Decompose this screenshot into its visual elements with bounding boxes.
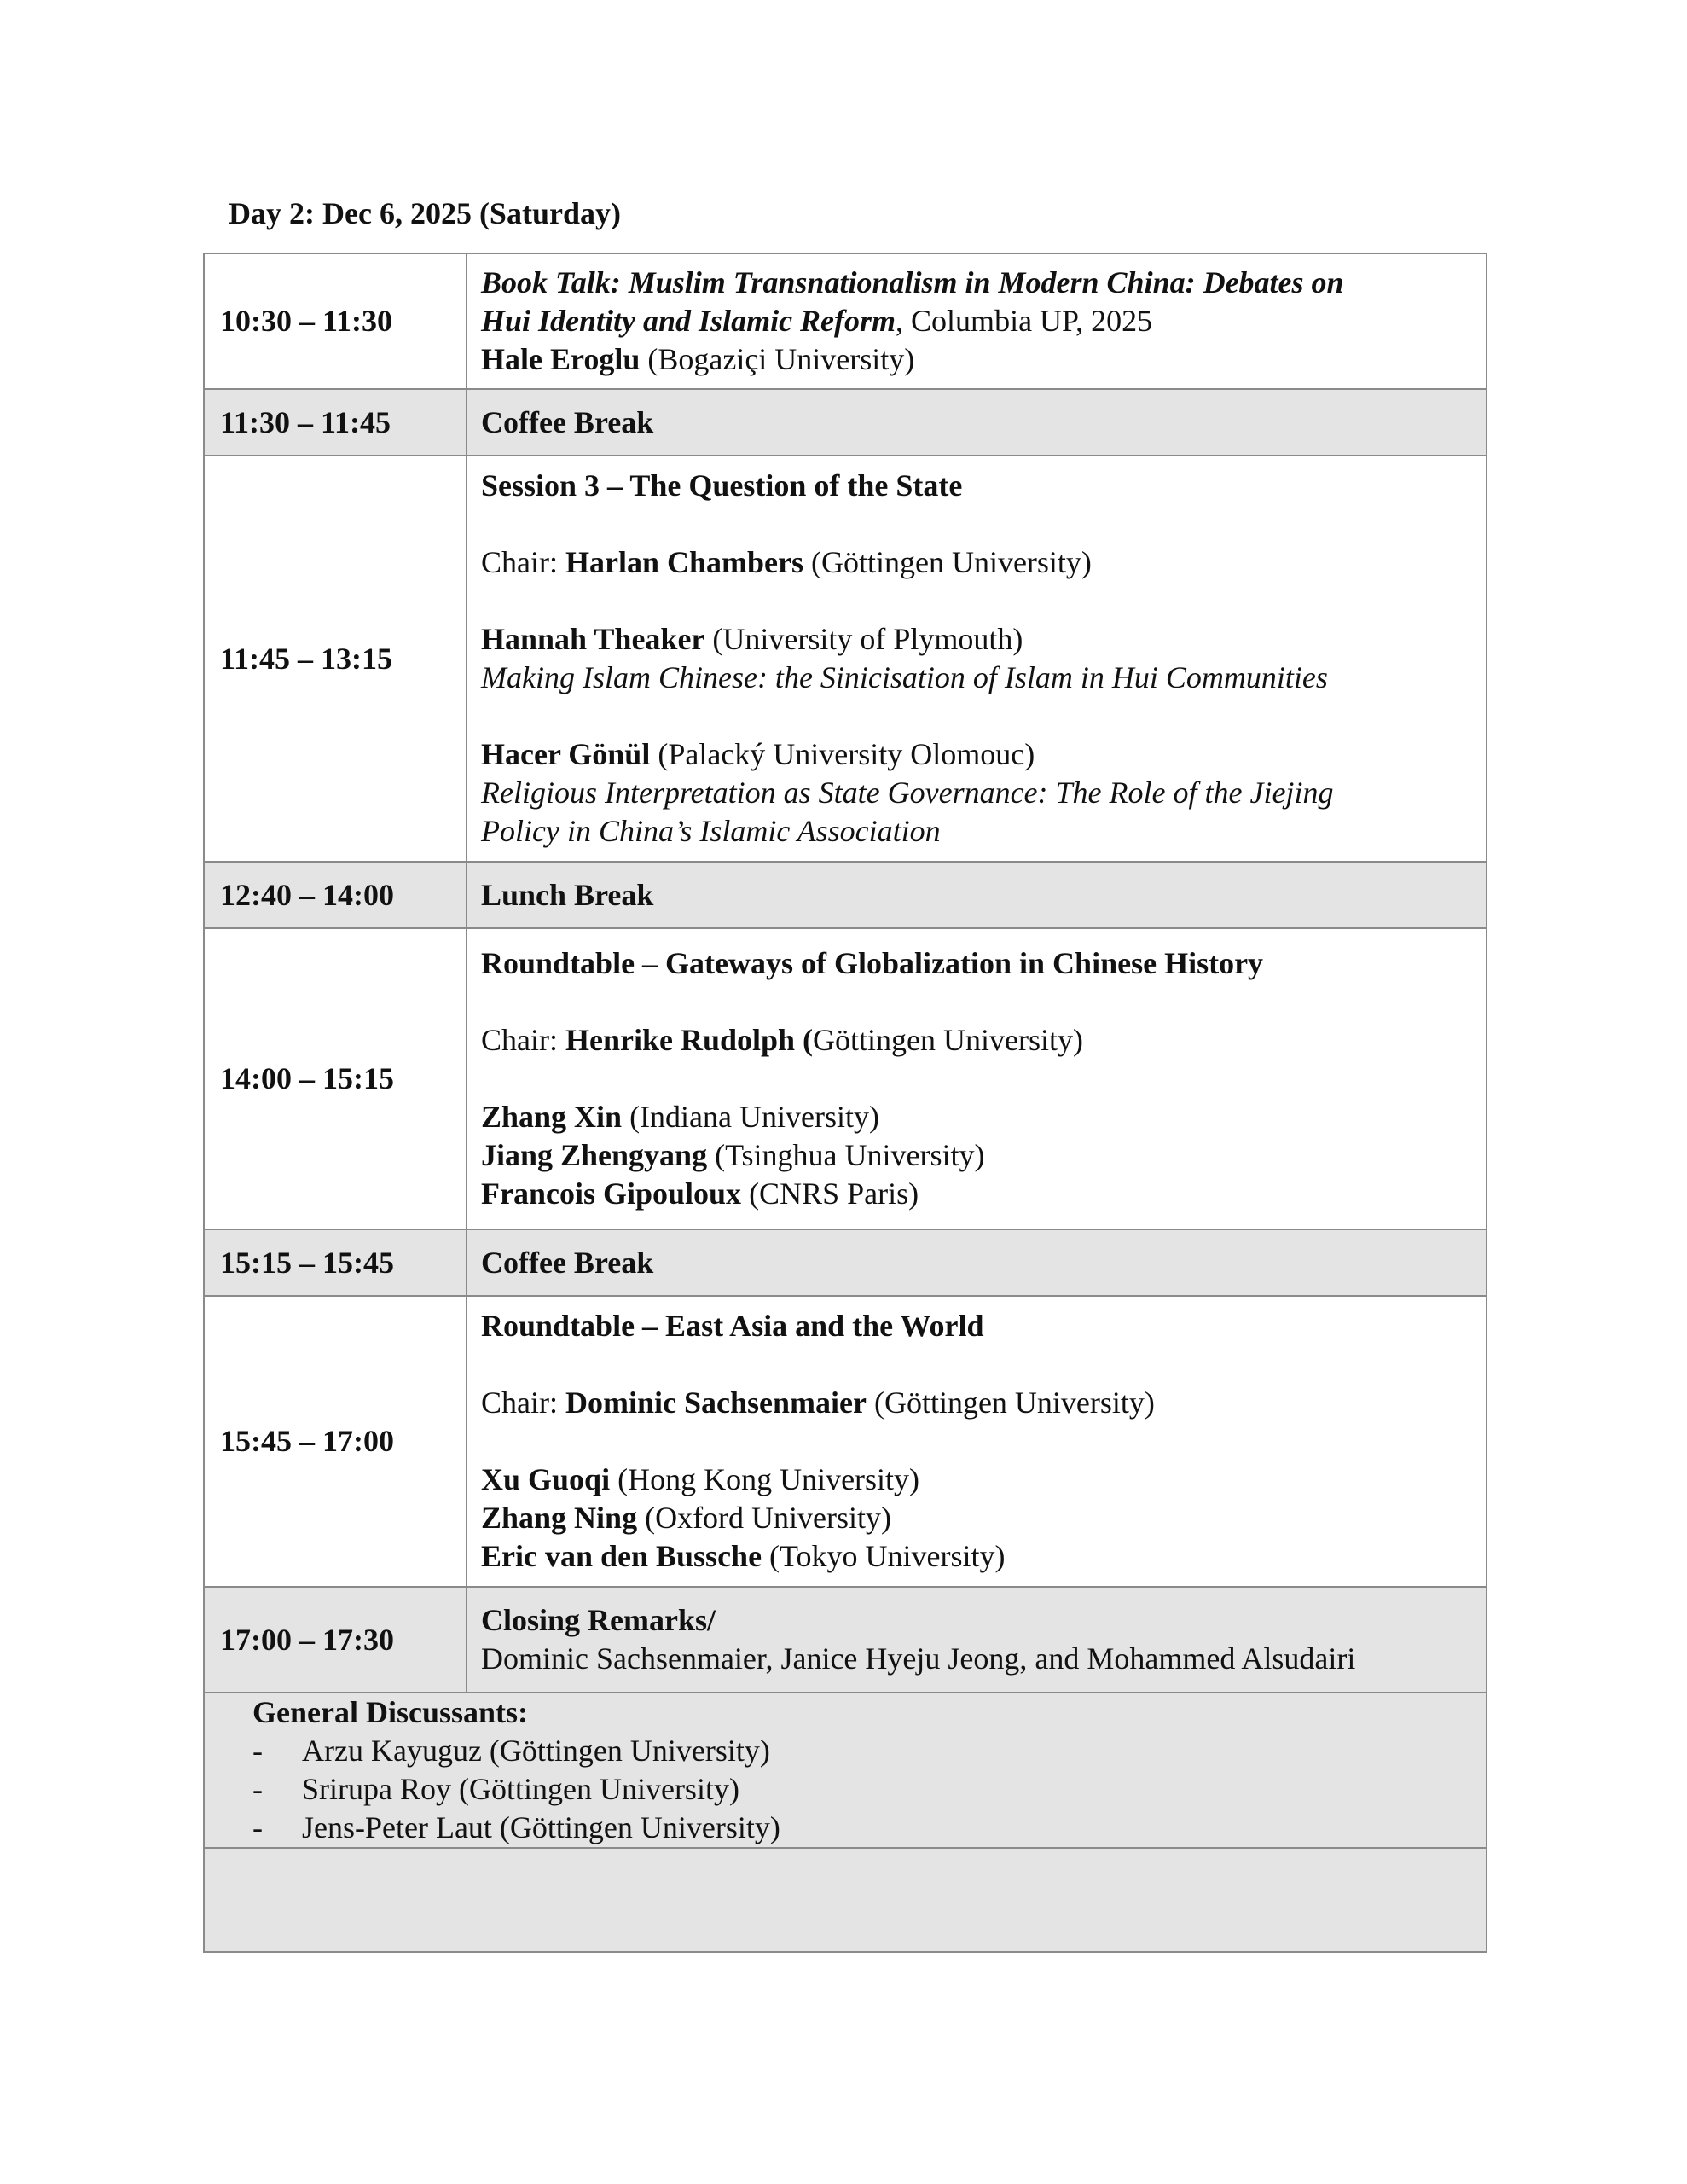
roundtable-title: Roundtable – East Asia and the World	[481, 1309, 984, 1343]
break-title: Lunch Break	[467, 862, 1487, 928]
paper-title: Making Islam Chinese: the Sinicisation of Islam in Hui Communities	[481, 660, 1328, 694]
roundtable-cell	[467, 928, 1487, 1229]
table-row	[204, 1229, 1487, 1296]
break-title: Coffee Break	[467, 1229, 1487, 1296]
table-row	[204, 928, 1487, 1229]
participant-affiliation: (Indiana University)	[622, 1100, 879, 1134]
book-title: Book Talk: Muslim Transnationalism in Modern China: Debates on	[481, 265, 1344, 299]
discussant-name: Jens-Peter Laut (Göttingen University)	[302, 1810, 780, 1844]
time-cell: 10:30 – 11:30	[204, 253, 467, 389]
paper-title-continued: Policy in China’s Islamic Association	[481, 814, 941, 848]
table-row	[204, 253, 1487, 389]
table-row	[204, 862, 1487, 928]
table-row	[204, 456, 1487, 862]
discussant-name: Arzu Kayuguz (Göttingen University)	[302, 1734, 770, 1768]
presenter-affiliation: (University of Plymouth)	[704, 622, 1023, 656]
discussants-heading: General Discussants:	[252, 1695, 528, 1729]
participant	[481, 1499, 1472, 1537]
schedule-table	[203, 253, 1487, 1953]
discussants-cell	[204, 1693, 1487, 1848]
book-talk-cell	[467, 253, 1487, 389]
participant-affiliation: (Oxford University)	[637, 1501, 892, 1535]
table-row	[204, 389, 1487, 456]
chair-affiliation: Göttingen University)	[813, 1023, 1083, 1057]
time-cell: 11:30 – 11:45	[204, 389, 467, 456]
time-cell: 14:00 – 15:15	[204, 928, 467, 1229]
time-cell: 15:15 – 15:45	[204, 1229, 467, 1296]
discussant-name: Srirupa Roy (Göttingen University)	[302, 1772, 739, 1806]
paper-title: Religious Interpretation as State Governance: The Role of the Jiejing	[481, 775, 1334, 810]
roundtable-cell	[467, 1296, 1487, 1587]
bullet-dash: -	[252, 1810, 263, 1844]
participant	[481, 1175, 1472, 1213]
closing-speakers: Dominic Sachsenmaier, Janice Hyeju Jeong, and Mohammed Alsudairi	[481, 1641, 1356, 1676]
discussant-item	[252, 1809, 1472, 1847]
participant-name: Zhang Xin	[481, 1100, 623, 1134]
publisher: , Columbia UP, 2025	[896, 304, 1153, 338]
time-cell: 17:00 – 17:30	[204, 1587, 467, 1693]
bullet-dash: -	[252, 1734, 263, 1768]
participant-affiliation: (Hong Kong University)	[610, 1462, 920, 1496]
chair-name: Harlan Chambers	[565, 545, 803, 579]
participant-name: Xu Guoqi	[481, 1462, 611, 1496]
presenter-name: Hannah Theaker	[481, 622, 705, 656]
participant-affiliation: (CNRS Paris)	[741, 1176, 919, 1211]
session-title: Session 3 – The Question of the State	[481, 468, 963, 502]
presenter-affiliation: (Palacký University Olomouc)	[650, 737, 1035, 771]
chair-name: Dominic Sachsenmaier	[565, 1385, 867, 1420]
participant-name: Francois Gipouloux	[481, 1176, 742, 1211]
chair-affiliation: (Göttingen University)	[866, 1385, 1155, 1420]
participant	[481, 1537, 1472, 1576]
speaker-name: Hale Eroglu	[481, 342, 641, 376]
participant-name: Jiang Zhengyang	[481, 1138, 708, 1172]
session-cell	[467, 456, 1487, 862]
chair-label: Chair:	[481, 1385, 565, 1420]
closing-title: Closing Remarks/	[481, 1603, 716, 1637]
book-title-continued: Hui Identity and Islamic Reform	[481, 304, 896, 338]
discussants-row	[204, 1693, 1487, 1848]
table-row	[204, 1587, 1487, 1693]
participant-affiliation: (Tsinghua University)	[707, 1138, 985, 1172]
table-row	[204, 1296, 1487, 1587]
chair-label: Chair:	[481, 545, 565, 579]
chair-affiliation: (Göttingen University)	[803, 545, 1092, 579]
break-title: Coffee Break	[467, 389, 1487, 456]
time-cell: 12:40 – 14:00	[204, 862, 467, 928]
time-cell: 15:45 – 17:00	[204, 1296, 467, 1587]
discussant-item	[252, 1732, 1472, 1770]
chair-label: Chair:	[481, 1023, 565, 1057]
participant	[481, 1136, 1472, 1175]
discussant-item	[252, 1770, 1472, 1809]
empty-row	[204, 1848, 1487, 1952]
bullet-dash: -	[252, 1772, 263, 1806]
participant-name: Eric van den Bussche	[481, 1539, 762, 1573]
participant-affiliation: (Tokyo University)	[762, 1539, 1006, 1573]
closing-cell	[467, 1587, 1487, 1693]
speaker-affiliation: (Bogaziçi University)	[640, 342, 915, 376]
participant	[481, 1461, 1472, 1499]
participant	[481, 1098, 1472, 1136]
presenter-name: Hacer Gönül	[481, 737, 651, 771]
roundtable-title: Roundtable – Gateways of Globalization in Chinese History	[481, 946, 1264, 980]
empty-cell	[204, 1848, 1487, 1952]
day-title: Day 2: Dec 6, 2025 (Saturday)	[229, 196, 621, 230]
participant-name: Zhang Ning	[481, 1501, 638, 1535]
chair-name: Henrike Rudolph (	[565, 1023, 814, 1057]
time-cell: 11:45 – 13:15	[204, 456, 467, 862]
